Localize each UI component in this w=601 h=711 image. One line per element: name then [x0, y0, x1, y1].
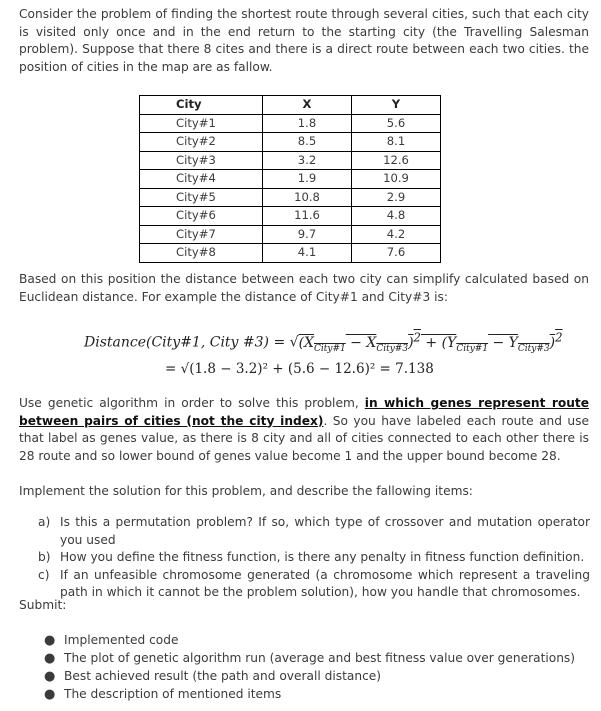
cell-city: City#7: [140, 225, 263, 244]
submit-label: Submit:: [19, 598, 67, 612]
list-item: [38, 514, 590, 549]
cell-x: 9.7: [263, 225, 352, 244]
cell-city: City#5: [140, 188, 263, 207]
ga-emphasis: in which genes represent route between pairs of cities (not the city index): [19, 396, 589, 428]
distance-paragraph: Based on this position the distance between each two city can simplify calculated based on Euclidean distance. For example the distance of City#1 and City#3 is:: [19, 272, 589, 304]
cell-x: 8.5: [263, 133, 352, 152]
cell-y: 8.1: [352, 133, 441, 152]
table-row: [140, 151, 441, 170]
bullet-icon: ●: [44, 651, 56, 666]
table-header-row: [140, 96, 441, 115]
cell-x: 4.1: [263, 244, 352, 263]
bullet-icon: ●: [44, 633, 56, 648]
list-item-text: If an unfeasible chromosome generated (a chromosome which represent a traveling path in which it cannot be the problem solution), how you handle that chromosomes.: [60, 567, 590, 599]
cell-y: 12.6: [352, 151, 441, 170]
cell-city: City#2: [140, 133, 263, 152]
bullet-icon: ●: [44, 687, 56, 702]
list-item: [44, 668, 575, 686]
ga-paragraph: [19, 395, 589, 465]
cell-x: 11.6: [263, 207, 352, 226]
cell-city: City#1: [140, 114, 263, 133]
table-row: [140, 244, 441, 263]
city-table: [139, 95, 441, 263]
list-marker: c): [38, 567, 50, 582]
cell-y: 7.6: [352, 244, 441, 263]
submit-list: [44, 632, 575, 704]
list-item-text: The description of mentioned items: [64, 687, 282, 701]
cell-y: 10.9: [352, 170, 441, 189]
question-list: [38, 514, 590, 602]
list-marker: b): [38, 550, 51, 564]
list-marker: a): [38, 515, 51, 529]
list-item: [44, 686, 575, 704]
list-item-text: Best achieved result (the path and overall distance): [64, 669, 382, 683]
cell-x: 1.8: [263, 114, 352, 133]
list-item: [44, 650, 575, 668]
header-city: City: [140, 96, 263, 115]
ga-text-1: Use genetic algorithm in order to solve this problem,: [19, 396, 365, 410]
header-y: Y: [352, 96, 441, 115]
cell-city: City#4: [140, 170, 263, 189]
table-row: [140, 133, 441, 152]
table-row: [140, 225, 441, 244]
cell-city: City#3: [140, 151, 263, 170]
list-item-text: How you define the fitness function, is there any penalty in fitness function definition.: [60, 550, 585, 564]
table-row: [140, 207, 441, 226]
cell-y: 2.9: [352, 188, 441, 207]
bullet-icon: ●: [44, 669, 56, 684]
list-item-text: The plot of genetic algorithm run (average and best fitness value over generations): [64, 651, 576, 665]
cell-city: City#6: [140, 207, 263, 226]
list-item-text: Implemented code: [64, 633, 179, 647]
list-item: [44, 632, 575, 650]
cell-y: 4.2: [352, 225, 441, 244]
distance-equation-result: = √(1.8 − 3.2)² + (5.6 − 12.6)² = 7.138: [165, 361, 434, 377]
list-item-text: Is this a permutation problem? If so, which type of crossover and mutation operator you used: [60, 515, 590, 547]
ga-text-2: . So you have labeled each route and use that label as genes value, as there is 8 city and all of cities connected to each other there is 28 route and so lower bound of genes value become 1 and the upper bound become 28.: [19, 413, 589, 463]
implement-paragraph: Implement the solution for this problem, and describe the fallowing items:: [19, 484, 473, 498]
table-row: [140, 114, 441, 133]
cell-city: City#8: [140, 244, 263, 263]
cell-y: 4.8: [352, 207, 441, 226]
cell-x: 1.9: [263, 170, 352, 189]
distance-equation: Distance(City#1, City #3) = $√(X_{City\#1} - X_{City\#3})^2 + (Y_{City\#1} - Y_{City\#3})^2$: [84, 330, 563, 354]
equation-lhs: Distance(City#1, City #3) =: [84, 334, 286, 351]
cell-x: 3.2: [263, 151, 352, 170]
list-item: [38, 549, 590, 567]
intro-paragraph: Consider the problem of finding the shortest route through several cities, such that each city is visited only once and in the end return to the starting city (the Travelling Salesman problem). Suppose that there 8 cites and there is a direct route between each two cities. the position of cities in the map are as fallow.: [19, 7, 589, 74]
table-row: [140, 170, 441, 189]
cell-x: 10.8: [263, 188, 352, 207]
header-x: X: [263, 96, 352, 115]
table-row: [140, 188, 441, 207]
cell-y: 5.6: [352, 114, 441, 133]
